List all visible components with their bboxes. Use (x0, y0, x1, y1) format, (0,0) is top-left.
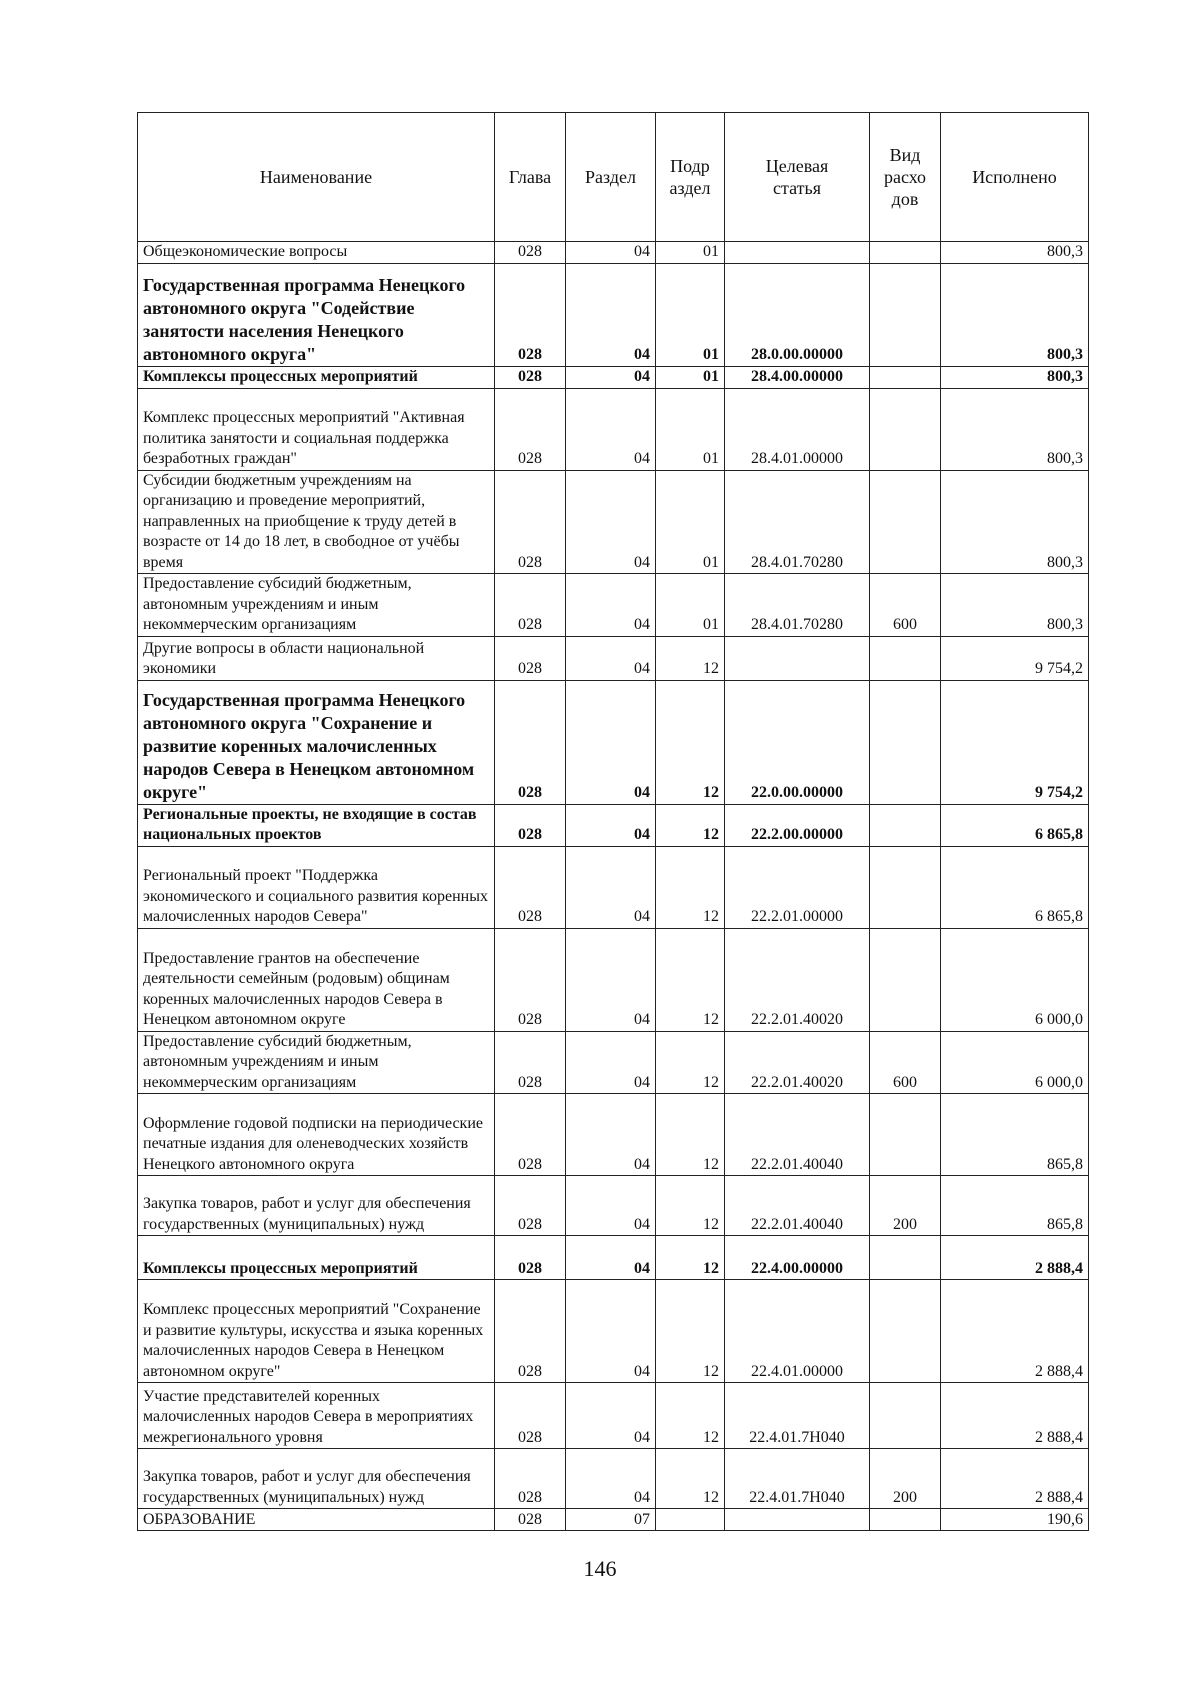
cell-name: Субсидии бюджетным учреждениям на организацию и проведение мероприятий, направленных на приобщение к труду детей в возрасте от 14 до 18 лет, в свободное от учёбы время (138, 470, 495, 574)
table-row (138, 366, 1089, 388)
cell-podrazdel: 01 (656, 388, 725, 470)
cell-podrazdel: 01 (656, 574, 725, 637)
cell-podrazdel: 01 (656, 263, 725, 366)
cell-podrazdel: 01 (656, 366, 725, 388)
cell-razdel: 04 (566, 242, 656, 264)
cell-razdel: 04 (566, 470, 656, 574)
cell-tselevaya-statya (725, 636, 870, 680)
cell-podrazdel: 12 (656, 1094, 725, 1176)
cell-tselevaya-statya: 22.2.01.40020 (725, 1031, 870, 1094)
cell-ispolneno: 800,3 (941, 388, 1089, 470)
table-row (138, 388, 1089, 470)
cell-name: Региональный проект "Поддержка экономического и социального развития коренных малочисленных народов Севера" (138, 846, 495, 928)
cell-tselevaya-statya: 22.4.01.7Н040 (725, 1449, 870, 1509)
cell-name: Закупка товаров, работ и услуг для обеспечения государственных (муниципальных) нужд (138, 1176, 495, 1236)
cell-podrazdel: 12 (656, 1383, 725, 1449)
cell-ispolneno: 9 754,2 (941, 680, 1089, 804)
cell-glava: 028 (495, 804, 566, 846)
cell-glava: 028 (495, 1383, 566, 1449)
table-row (138, 804, 1089, 846)
cell-podrazdel: 12 (656, 636, 725, 680)
cell-vid-raskhodov: 200 (870, 1449, 941, 1509)
cell-podrazdel: 12 (656, 804, 725, 846)
cell-vid-raskhodov (870, 1383, 941, 1449)
cell-podrazdel: 12 (656, 1449, 725, 1509)
cell-tselevaya-statya: 28.4.00.00000 (725, 366, 870, 388)
cell-vid-raskhodov (870, 1280, 941, 1383)
cell-razdel: 04 (566, 263, 656, 366)
cell-glava: 028 (495, 1031, 566, 1094)
cell-glava: 028 (495, 263, 566, 366)
cell-razdel: 04 (566, 1236, 656, 1280)
budget-table (137, 112, 1089, 1531)
cell-razdel: 04 (566, 366, 656, 388)
header-row (138, 113, 1089, 242)
cell-glava: 028 (495, 1094, 566, 1176)
cell-name: Закупка товаров, работ и услуг для обеспечения государственных (муниципальных) нужд (138, 1449, 495, 1509)
cell-tselevaya-statya: 22.4.01.00000 (725, 1280, 870, 1383)
cell-ispolneno: 190,6 (941, 1509, 1089, 1531)
cell-ispolneno: 6 865,8 (941, 846, 1089, 928)
cell-ispolneno: 2 888,4 (941, 1383, 1089, 1449)
cell-glava: 028 (495, 1236, 566, 1280)
cell-tselevaya-statya (725, 1509, 870, 1531)
cell-vid-raskhodov (870, 846, 941, 928)
cell-tselevaya-statya: 28.4.01.70280 (725, 470, 870, 574)
cell-name: Комплексы процессных мероприятий (138, 1236, 495, 1280)
header-naimenovanie: Наименование (138, 113, 495, 242)
cell-ispolneno: 6 865,8 (941, 804, 1089, 846)
cell-vid-raskhodov (870, 263, 941, 366)
cell-vid-raskhodov (870, 388, 941, 470)
table-row (138, 1449, 1089, 1509)
cell-tselevaya-statya: 28.4.01.70280 (725, 574, 870, 637)
cell-podrazdel: 12 (656, 680, 725, 804)
cell-glava: 028 (495, 680, 566, 804)
cell-glava: 028 (495, 388, 566, 470)
cell-razdel: 04 (566, 1383, 656, 1449)
cell-vid-raskhodov (870, 804, 941, 846)
cell-vid-raskhodov (870, 1094, 941, 1176)
cell-name: Оформление годовой подписки на периодические печатные издания для оленеводческих хозяйств Ненецкого автономного округа (138, 1094, 495, 1176)
table-row (138, 1094, 1089, 1176)
cell-razdel: 04 (566, 1176, 656, 1236)
cell-vid-raskhodov: 200 (870, 1176, 941, 1236)
cell-glava: 028 (495, 1449, 566, 1509)
cell-tselevaya-statya: 28.4.01.00000 (725, 388, 870, 470)
table-row (138, 470, 1089, 574)
cell-ispolneno: 2 888,4 (941, 1449, 1089, 1509)
cell-glava: 028 (495, 1280, 566, 1383)
cell-ispolneno: 865,8 (941, 1176, 1089, 1236)
table-row (138, 636, 1089, 680)
cell-razdel: 04 (566, 1031, 656, 1094)
cell-tselevaya-statya: 22.4.01.7Н040 (725, 1383, 870, 1449)
cell-ispolneno: 2 888,4 (941, 1236, 1089, 1280)
table-row (138, 928, 1089, 1031)
cell-vid-raskhodov (870, 1236, 941, 1280)
cell-razdel: 07 (566, 1509, 656, 1531)
cell-ispolneno: 800,3 (941, 263, 1089, 366)
cell-tselevaya-statya: 22.2.01.40040 (725, 1176, 870, 1236)
cell-ispolneno: 800,3 (941, 366, 1089, 388)
cell-name: Государственная программа Ненецкого автономного округа "Содействие занятости населения Ненецкого автономного округа" (138, 263, 495, 366)
cell-name: Другие вопросы в области национальной экономики (138, 636, 495, 680)
cell-tselevaya-statya: 22.0.00.00000 (725, 680, 870, 804)
table-row (138, 1280, 1089, 1383)
cell-name: Предоставление субсидий бюджетным, автономным учреждениям и иным некоммерческим организациям (138, 574, 495, 637)
table-row (138, 263, 1089, 366)
cell-podrazdel (656, 1509, 725, 1531)
cell-vid-raskhodov (870, 1509, 941, 1531)
cell-vid-raskhodov (870, 242, 941, 264)
table-row (138, 1031, 1089, 1094)
cell-name: Участие представителей коренных малочисленных народов Севера в мероприятиях межрегионального уровня (138, 1383, 495, 1449)
cell-razdel: 04 (566, 388, 656, 470)
header-ispolneno: Исполнено (941, 113, 1089, 242)
cell-razdel: 04 (566, 574, 656, 637)
cell-tselevaya-statya (725, 242, 870, 264)
cell-glava: 028 (495, 366, 566, 388)
cell-ispolneno: 6 000,0 (941, 1031, 1089, 1094)
cell-name: Общеэкономические вопросы (138, 242, 495, 264)
cell-ispolneno: 2 888,4 (941, 1280, 1089, 1383)
cell-razdel: 04 (566, 1449, 656, 1509)
table-row (138, 1509, 1089, 1531)
cell-tselevaya-statya: 28.0.00.00000 (725, 263, 870, 366)
table-row (138, 1236, 1089, 1280)
cell-glava: 028 (495, 1176, 566, 1236)
header-tselevaya-statya: Целевая статья (725, 113, 870, 242)
cell-glava: 028 (495, 242, 566, 264)
cell-name: Региональные проекты, не входящие в состав национальных проектов (138, 804, 495, 846)
cell-tselevaya-statya: 22.2.01.00000 (725, 846, 870, 928)
cell-razdel: 04 (566, 1280, 656, 1383)
cell-podrazdel: 12 (656, 1236, 725, 1280)
header-razdel: Раздел (566, 113, 656, 242)
cell-vid-raskhodov (870, 470, 941, 574)
cell-name: Государственная программа Ненецкого автономного округа "Сохранение и развитие коренных малочисленных народов Севера в Ненецком автономном округе" (138, 680, 495, 804)
table-row (138, 574, 1089, 637)
cell-podrazdel: 01 (656, 242, 725, 264)
cell-ispolneno: 800,3 (941, 242, 1089, 264)
cell-vid-raskhodov (870, 366, 941, 388)
cell-podrazdel: 12 (656, 1280, 725, 1383)
cell-name: Предоставление грантов на обеспечение деятельности семейным (родовым) общинам коренных малочисленных народов Севера в Ненецком автономном округе (138, 928, 495, 1031)
cell-glava: 028 (495, 470, 566, 574)
cell-razdel: 04 (566, 680, 656, 804)
cell-razdel: 04 (566, 928, 656, 1031)
cell-glava: 028 (495, 846, 566, 928)
cell-vid-raskhodov: 600 (870, 574, 941, 637)
page-number: 146 (583, 1556, 617, 1581)
cell-razdel: 04 (566, 846, 656, 928)
cell-razdel: 04 (566, 636, 656, 680)
table-row (138, 1383, 1089, 1449)
cell-vid-raskhodov (870, 636, 941, 680)
cell-name: Комплекс процессных мероприятий "Сохранение и развитие культуры, искусства и языка коренных малочисленных народов Севера в Ненецком автономном округе" (138, 1280, 495, 1383)
cell-ispolneno: 800,3 (941, 574, 1089, 637)
cell-tselevaya-statya: 22.2.01.40040 (725, 1094, 870, 1176)
table-row (138, 680, 1089, 804)
cell-podrazdel: 12 (656, 1031, 725, 1094)
cell-ispolneno: 865,8 (941, 1094, 1089, 1176)
cell-podrazdel: 12 (656, 1176, 725, 1236)
cell-glava: 028 (495, 928, 566, 1031)
cell-razdel: 04 (566, 804, 656, 846)
cell-podrazdel: 01 (656, 470, 725, 574)
cell-glava: 028 (495, 574, 566, 637)
cell-razdel: 04 (566, 1094, 656, 1176)
cell-name: Комплексы процессных мероприятий (138, 366, 495, 388)
header-vid-raskhodov: Вид расхо дов (870, 113, 941, 242)
cell-tselevaya-statya: 22.2.00.00000 (725, 804, 870, 846)
cell-tselevaya-statya: 22.2.01.40020 (725, 928, 870, 1031)
table-row (138, 1176, 1089, 1236)
cell-tselevaya-statya: 22.4.00.00000 (725, 1236, 870, 1280)
cell-podrazdel: 12 (656, 846, 725, 928)
cell-name: ОБРАЗОВАНИЕ (138, 1509, 495, 1531)
cell-ispolneno: 9 754,2 (941, 636, 1089, 680)
cell-ispolneno: 800,3 (941, 470, 1089, 574)
cell-vid-raskhodov: 600 (870, 1031, 941, 1094)
header-podrazdel: Подр аздел (656, 113, 725, 242)
cell-vid-raskhodov (870, 680, 941, 804)
cell-ispolneno: 6 000,0 (941, 928, 1089, 1031)
cell-name: Предоставление субсидий бюджетным, автономным учреждениям и иным некоммерческим организациям (138, 1031, 495, 1094)
cell-podrazdel: 12 (656, 928, 725, 1031)
table-row (138, 242, 1089, 264)
table-row (138, 846, 1089, 928)
cell-glava: 028 (495, 636, 566, 680)
header-glava: Глава (495, 113, 566, 242)
cell-vid-raskhodov (870, 928, 941, 1031)
cell-name: Комплекс процессных мероприятий "Активная политика занятости и социальная поддержка безработных граждан" (138, 388, 495, 470)
cell-glava: 028 (495, 1509, 566, 1531)
